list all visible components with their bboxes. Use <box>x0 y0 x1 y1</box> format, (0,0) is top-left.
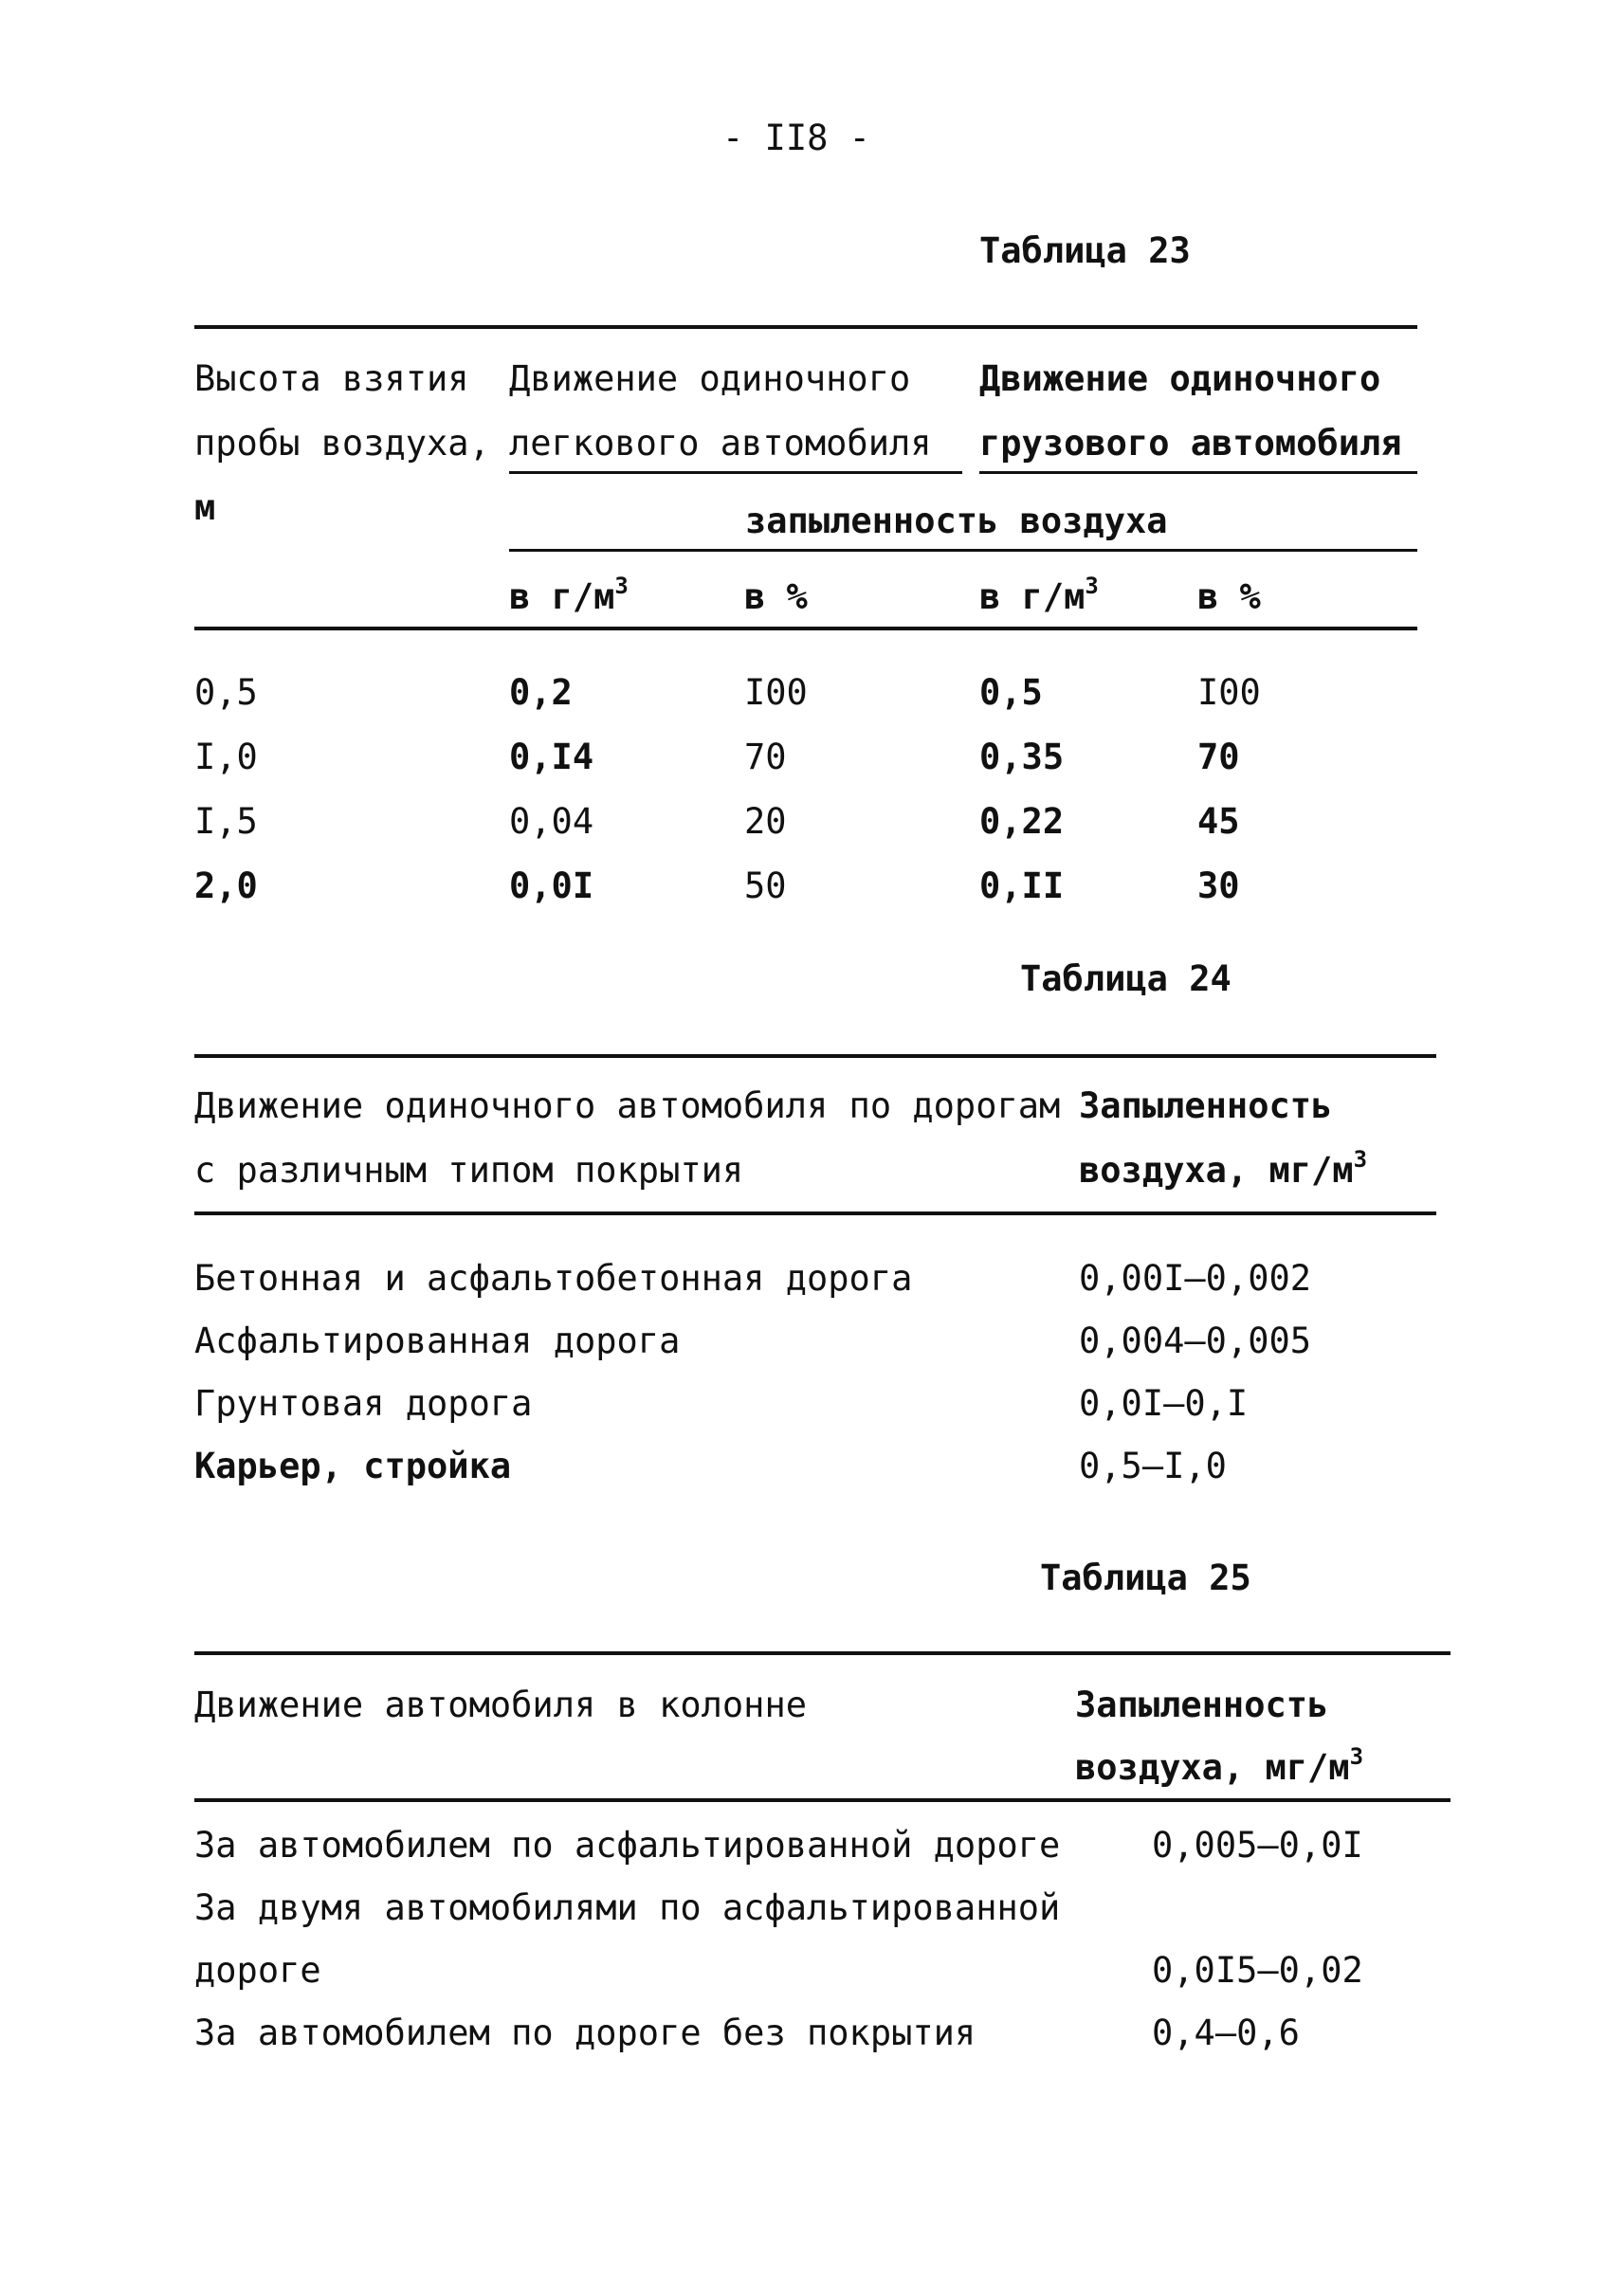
header-height-line2: пробы воздуха, <box>194 423 490 464</box>
table-23-top-rule <box>194 325 1417 329</box>
header-dust-line1: Запыленность <box>1075 1685 1329 1725</box>
cell-dust: 0,00I–0,002 <box>1079 1258 1312 1299</box>
table-23-caption: Таблица 23 <box>979 230 1191 271</box>
header-car-line2: легкового автомобиля <box>509 423 932 464</box>
page-number: - II8 - <box>722 118 870 158</box>
table-24-caption: Таблица 24 <box>1020 958 1232 999</box>
cell-dust: 0,5–I,0 <box>1079 1446 1227 1486</box>
table-23-header-rule <box>194 627 1417 630</box>
cell-car-gm: 0,04 <box>509 801 594 842</box>
table-24-header-rule <box>194 1211 1436 1215</box>
header-road-line2: с различным типом покрытия <box>194 1150 744 1191</box>
table-24-top-rule <box>194 1054 1436 1058</box>
cell-dust: 0,005–0,0I <box>1152 1825 1363 1866</box>
cell-road: Грунтовая дорога <box>194 1383 533 1424</box>
cell-dust: 0,004–0,005 <box>1079 1321 1312 1361</box>
cell-truck-gm: 0,22 <box>979 801 1065 842</box>
unit-truck-pct: в % <box>1197 576 1261 617</box>
unit-car-pct: в % <box>744 576 808 617</box>
header-car-line1: Движение одиночного <box>509 358 911 399</box>
cell-car-pct: 70 <box>744 737 787 777</box>
cell-height: I,5 <box>194 801 258 842</box>
header-height-line3: м <box>194 487 216 528</box>
cell-height: 0,5 <box>194 672 258 713</box>
cell-convoy: За автомобилем по асфальтированной дороге <box>194 1825 1061 1866</box>
header-dust-line2: воздуха, $мг/м^3$ <box>1075 1743 1364 1788</box>
cell-truck-gm: 0,II <box>979 865 1065 906</box>
cell-dust: 0,0I–0,I <box>1079 1383 1249 1424</box>
header-truck-line1: Движение одиночного <box>979 358 1381 399</box>
cell-convoy-continued: дороге <box>194 1950 321 1991</box>
cell-car-pct: 50 <box>744 865 787 906</box>
cell-car-gm: 0,0I <box>509 865 594 906</box>
cell-truck-gm: 0,35 <box>979 737 1065 777</box>
table-25-caption: Таблица 25 <box>1040 1557 1251 1598</box>
header-dust-line2: воздуха, $мг/м^3$ <box>1079 1146 1368 1191</box>
cell-car-pct: 20 <box>744 801 787 842</box>
unit-truck-gm: в $г/м^3$ <box>979 573 1099 617</box>
cell-car-gm: 0,I4 <box>509 737 594 777</box>
cell-height: I,0 <box>194 737 258 777</box>
cell-height: 2,0 <box>194 865 258 906</box>
header-dust-line1: Запыленность <box>1079 1085 1333 1126</box>
cell-truck-pct: I00 <box>1197 672 1261 713</box>
table-25-header-rule <box>194 1798 1451 1802</box>
table-25-top-rule <box>194 1651 1451 1655</box>
cell-road: Бетонная и асфальтобетонная дорога <box>194 1258 913 1299</box>
cell-car-gm: 0,2 <box>509 672 573 713</box>
header-height-line1: Высота взятия <box>194 358 469 399</box>
cell-truck-pct: 30 <box>1197 865 1240 906</box>
cell-truck-pct: 45 <box>1197 801 1240 842</box>
cell-truck-gm: 0,5 <box>979 672 1043 713</box>
cell-truck-pct: 70 <box>1197 737 1240 777</box>
cell-dust: 0,0I5–0,02 <box>1152 1950 1363 1991</box>
cell-road: Карьер, стройка <box>194 1446 512 1486</box>
cell-convoy: За автомобилем по дороге без покрытия <box>194 2013 976 2053</box>
header-dust-rule <box>509 549 1417 552</box>
cell-convoy: За двумя автомобилями по асфальтированной <box>194 1887 1061 1928</box>
header-road-line1: Движение одиночного автомобиля по дорогам <box>194 1085 1061 1126</box>
header-car-rule <box>509 471 962 474</box>
header-dust: запыленность воздуха <box>745 501 1168 541</box>
cell-car-pct: I00 <box>744 672 808 713</box>
header-truck-rule <box>979 471 1417 474</box>
unit-car-gm: в $г/м^3$ <box>509 573 629 617</box>
cell-road: Асфальтированная дорога <box>194 1321 681 1361</box>
header-truck-line2: грузового автомобиля <box>979 423 1402 464</box>
header-convoy: Движение автомобиля в колонне <box>194 1685 808 1725</box>
cell-dust: 0,4–0,6 <box>1152 2013 1300 2053</box>
